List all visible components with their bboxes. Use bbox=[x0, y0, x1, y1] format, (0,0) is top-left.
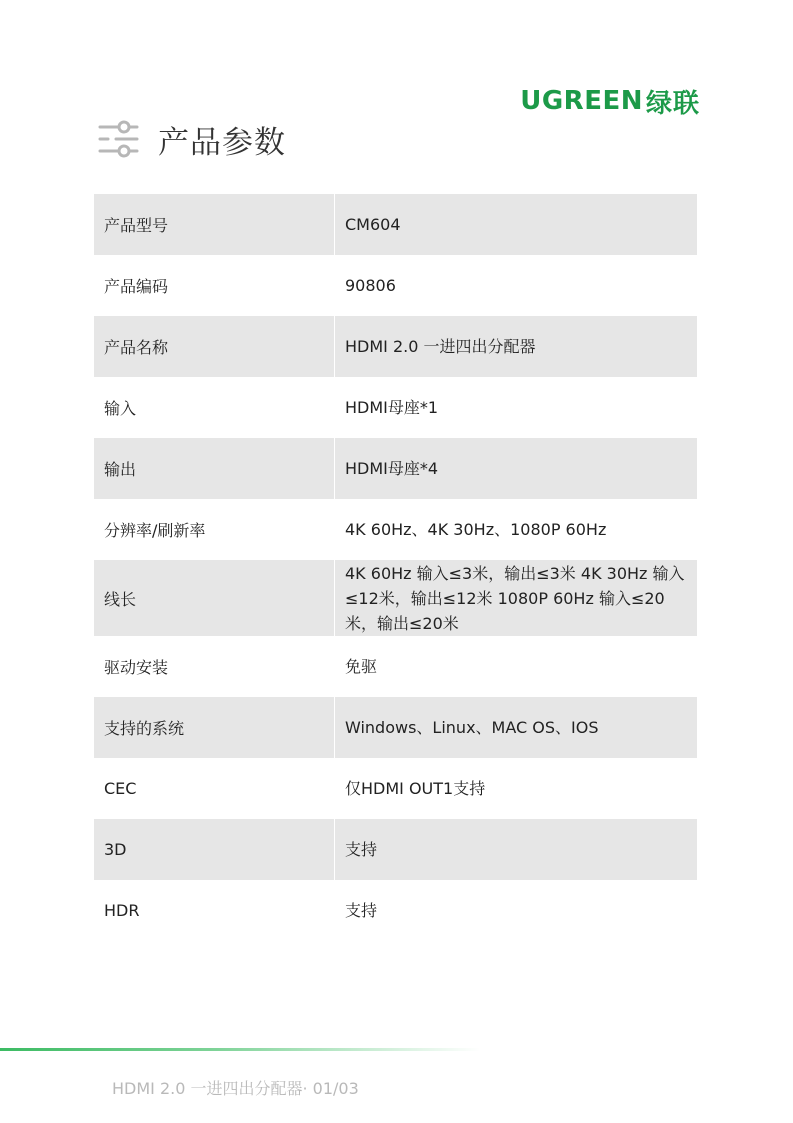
brand-name-cn: 绿联 bbox=[645, 88, 700, 119]
sliders-icon bbox=[98, 119, 140, 159]
spec-value: 支持 bbox=[345, 840, 378, 859]
spec-label: 输入 bbox=[94, 377, 335, 438]
footer-page-label: HDMI 2.0 一进四出分配器· 01/03 bbox=[112, 1079, 359, 1098]
spec-value: CM604 bbox=[345, 215, 401, 234]
spec-label: 线长 bbox=[94, 560, 335, 636]
spec-value: HDMI 2.0 一进四出分配器 bbox=[345, 337, 536, 356]
spec-label: 产品型号 bbox=[94, 194, 335, 255]
brand-logo bbox=[504, 84, 700, 118]
spec-row-3d bbox=[94, 819, 697, 880]
spec-row-cable-length bbox=[94, 560, 697, 636]
footer-divider bbox=[0, 1048, 480, 1051]
spec-label: 驱动安装 bbox=[94, 636, 335, 697]
section-header bbox=[98, 116, 286, 162]
spec-row-name bbox=[94, 316, 697, 377]
spec-row-os bbox=[94, 697, 697, 758]
spec-row-model bbox=[94, 194, 697, 255]
spec-label: 3D bbox=[94, 819, 335, 880]
spec-value: 支持 bbox=[345, 901, 378, 920]
spec-row-code bbox=[94, 255, 697, 316]
spec-label: 产品编码 bbox=[94, 255, 335, 316]
spec-label: 输出 bbox=[94, 438, 335, 499]
spec-value: 4K 60Hz 输入≤3米，输出≤3米 4K 30Hz 输入≤12米，输出≤12米 1080P 60Hz 输入≤20米，输出≤20米 bbox=[345, 563, 685, 633]
spec-value: HDMI母座*1 bbox=[345, 398, 439, 417]
spec-value: Windows、Linux、MAC OS、IOS bbox=[345, 718, 599, 737]
spec-row-driver bbox=[94, 636, 697, 697]
spec-value: HDMI母座*4 bbox=[345, 459, 439, 478]
spec-row-cec bbox=[94, 758, 697, 819]
spec-label: 分辨率/刷新率 bbox=[94, 499, 335, 560]
spec-label: HDR bbox=[94, 880, 335, 941]
spec-label: 支持的系统 bbox=[94, 697, 335, 758]
spec-value: 90806 bbox=[345, 276, 396, 295]
spec-row-input bbox=[94, 377, 697, 438]
spec-value: 4K 60Hz、4K 30Hz、1080P 60Hz bbox=[345, 520, 607, 539]
page-title: 产品参数 bbox=[158, 124, 286, 161]
spec-table bbox=[94, 194, 697, 941]
spec-row-output bbox=[94, 438, 697, 499]
spec-value: 免驱 bbox=[345, 657, 378, 676]
spec-row-resolution bbox=[94, 499, 697, 560]
spec-label: 产品名称 bbox=[94, 316, 335, 377]
spec-value: 仅HDMI OUT1支持 bbox=[345, 779, 486, 798]
brand-name-en: UGREEN bbox=[520, 86, 643, 116]
spec-row-hdr bbox=[94, 880, 697, 941]
spec-label: CEC bbox=[94, 758, 335, 819]
